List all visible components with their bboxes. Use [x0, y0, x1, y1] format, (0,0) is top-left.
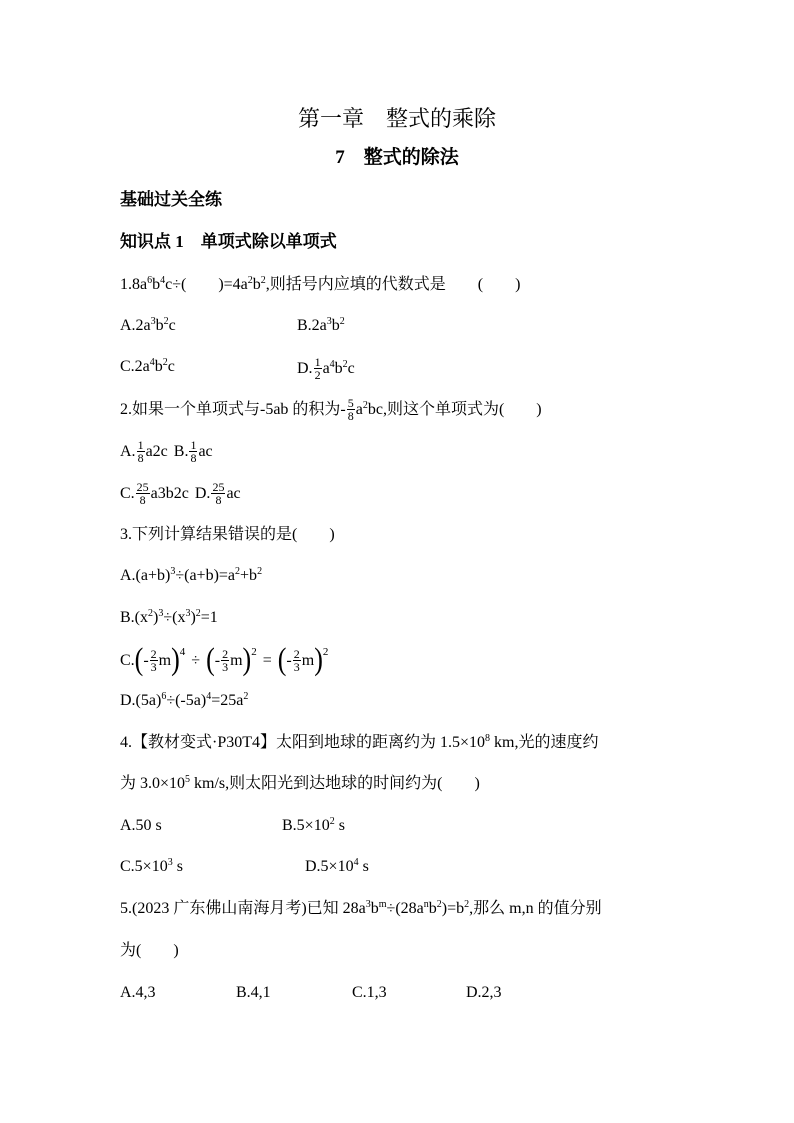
section-title: 7 整式的除法	[335, 147, 459, 168]
question-1-option-b: $B.2a^3b^2$	[297, 316, 345, 334]
question-5-option-a: A.4,3	[120, 984, 156, 1001]
question-4-option-b: $B.5\times 10^2$ s	[282, 816, 345, 834]
question-1-stem: $1.8a^6b^4c\div$( )$=4a^2b^2$,则括号内应填的代数式是 ( )	[120, 275, 521, 293]
question-2-options-cd	[120, 482, 241, 507]
question-2-option-a: A. $\frac{1}{8}$ a2c	[120, 438, 168, 465]
knowledge-point-heading: 知识点 1 单项式除以单项式	[120, 232, 337, 251]
question-3-option-b: $B.(x^2)^3\div(x^3)^2=1$	[120, 608, 218, 626]
question-2-options-ab	[120, 440, 213, 465]
question-3-option-c: C.(- $\frac{2}{3}$ m)$^4$ ÷ (- $\frac{2}{3}$ m)$^2$ = (- $\frac{2}{3}$ m)$^2$	[120, 641, 329, 677]
question-3-option-a: $A.(a+b)^3\div(a+b)=a^2+b^2$	[120, 566, 263, 584]
chapter-title: 第一章 整式的乘除	[297, 106, 496, 131]
question-5-option-c: C.1,3	[352, 984, 387, 1001]
question-4-line-1: 4.【教材变式·P30T4】太阳到地球的距离约为 $1.5\times 10^8$ km,光的速度约	[120, 733, 599, 751]
question-5-line-2: 为( )	[120, 942, 179, 959]
question-2-option-b: B. $\frac{1}{8}$ ac	[173, 438, 213, 465]
question-3-stem: 3.下列计算结果错误的是( )	[120, 526, 335, 543]
question-1-option-c: $C.2a^4b^2c$	[120, 357, 175, 375]
question-2-option-c: C. $\frac{25}{8}$ a3b2c	[120, 480, 189, 507]
question-5-option-b: B.4,1	[236, 984, 271, 1001]
question-4-option-c: $C.5\times 10^3$ s	[120, 857, 183, 875]
practice-title: 基础过关全练	[120, 190, 222, 209]
question-1-option-d: D. $\frac{1}{2}$ $a^4b^2c$	[297, 355, 355, 382]
question-2-option-d: D. $\frac{25}{8}$ ac	[194, 480, 241, 507]
question-2-stem: 2.如果一个单项式与-5ab 的积为- $\frac{5}{8}$ $a^2bc$,则这个单项式为( )	[120, 396, 542, 423]
question-3-option-d: $D.(5a)^6\div(-5a)^4=25a^2$	[120, 691, 249, 709]
question-5-option-d: D.2,3	[466, 984, 502, 1001]
question-4-line-2: 为 $3.0\times 10^5$ km/s,则太阳光到达地球的时间约为( )	[120, 774, 480, 792]
question-5-line-1: 5.(2023 广东佛山南海月考)已知 $28a^3b^m\div(28a^nb^2)=b^2$,那么 m,n 的值分别	[120, 899, 602, 917]
question-1-option-a: $A.2a^3b^2c$	[120, 316, 176, 334]
question-4-option-d: $D.5\times 10^4$ s	[305, 857, 369, 875]
question-4-option-a: A.50 s	[120, 817, 162, 834]
